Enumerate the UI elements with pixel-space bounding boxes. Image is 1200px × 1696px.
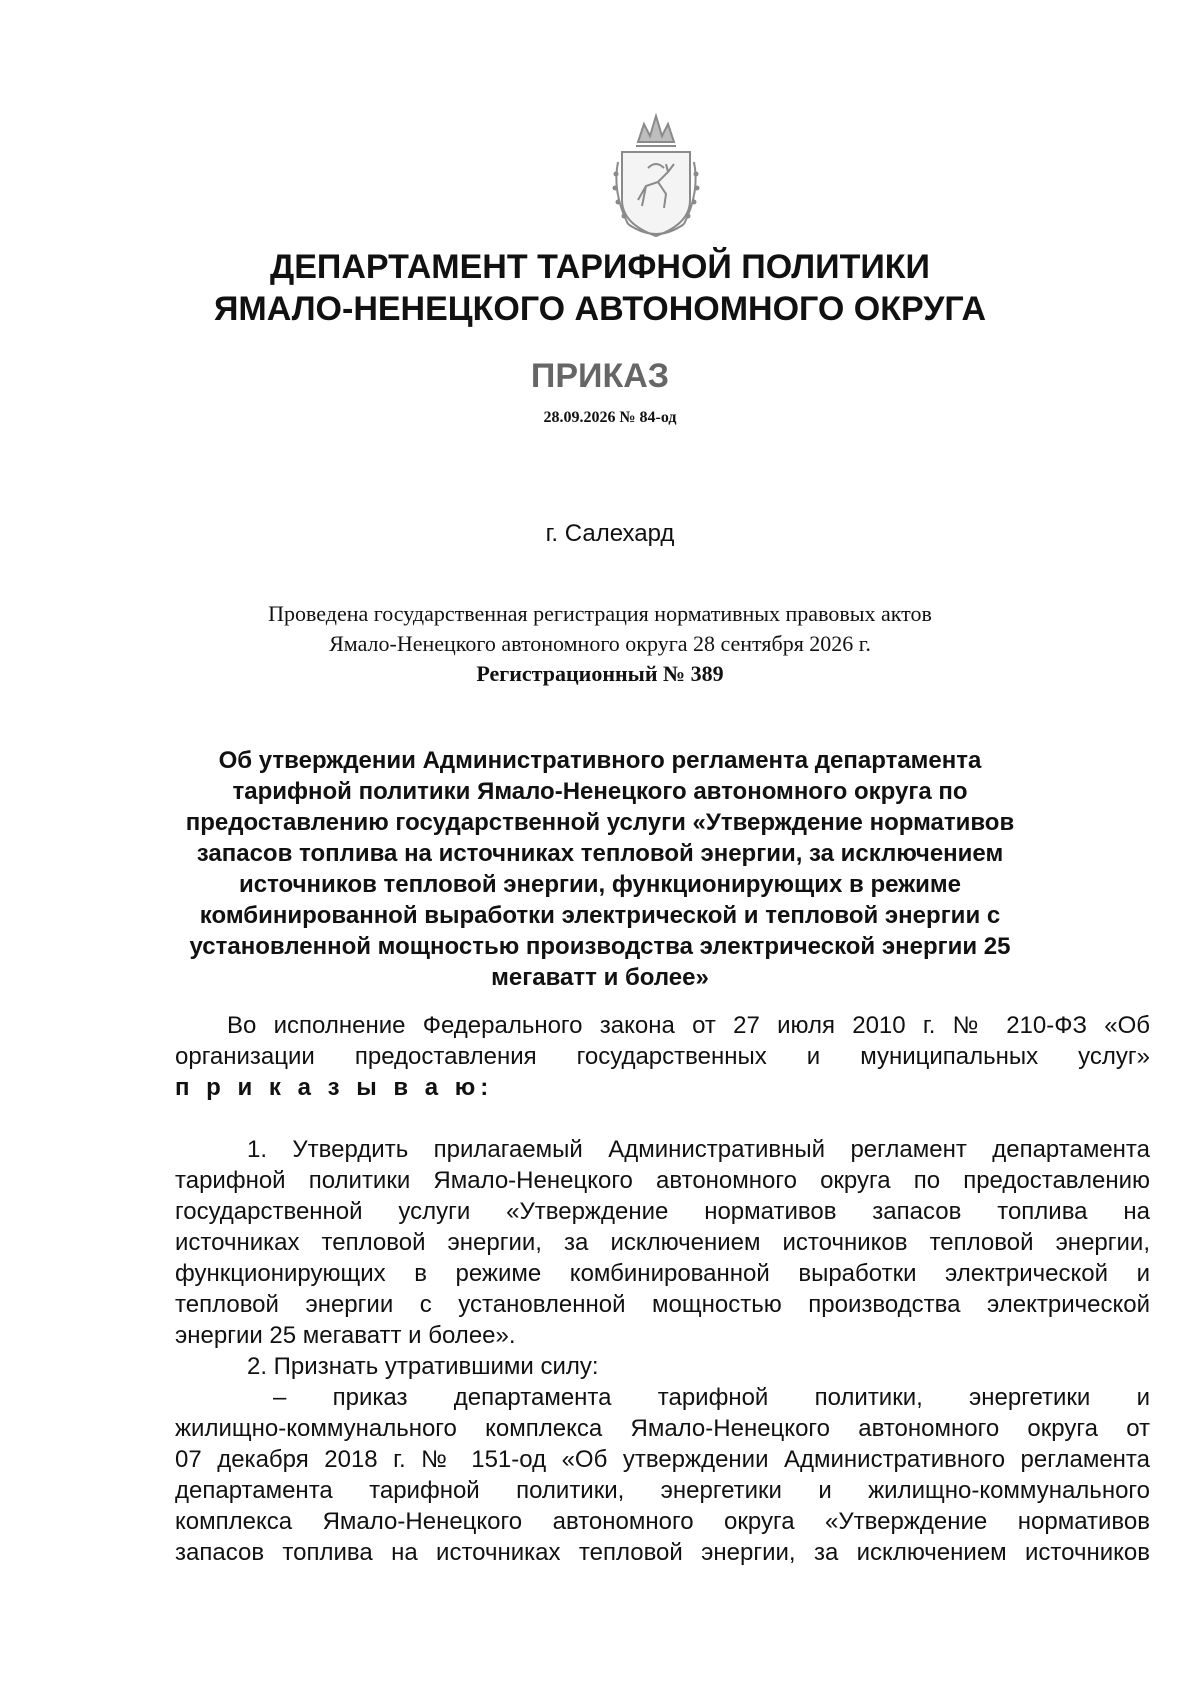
order-title-line: мегаватт и более» (491, 964, 709, 991)
order-title-line: источников тепловой энергии, функционирующих в режиме (238, 871, 961, 898)
department-title-line2: ЯМАЛО-НЕНЕЦКОГО АВТОНОМНОГО ОКРУГА (213, 290, 987, 328)
item1-line: 1. Утвердить прилагаемый Административный регламент департамента (247, 1136, 1150, 1163)
item2-line: 07 декабря 2018 г. № 151-од «Об утверждении Административного регламента (175, 1446, 1150, 1473)
item1-line: тепловой энергии с установленной мощностью производства электрической (175, 1291, 1150, 1318)
registration-line1: Проведена государственная регистрация нормативных правовых актов (268, 601, 932, 626)
document-type: ПРИКАЗ (530, 357, 670, 395)
item1-line: функционирующих в режиме комбинированной выработки электрической и (175, 1260, 1150, 1287)
item1-line: источниках тепловой энергии, за исключением источников тепловой энергии, (175, 1229, 1150, 1256)
item1-line: государственной услуги «Утверждение нормативов запасов топлива на (175, 1198, 1150, 1225)
document-date-number: 28.09.2026 № 84-од (543, 409, 677, 426)
coat-of-arms-icon (608, 112, 704, 244)
item2-line: комплекса Ямало-Ненецкого автономного округа «Утверждение нормативов (175, 1508, 1150, 1535)
item1-line: тарифной политики Ямало-Ненецкого автономного округа по предоставлению (175, 1167, 1150, 1194)
order-word: п р и к а з ы в а ю: (175, 1074, 494, 1101)
order-title-line: комбинированной выработки электрической и тепловой энергии с (199, 902, 1001, 929)
item1-line: энергии 25 мегаватт и более». (175, 1322, 516, 1349)
registration-number: Регистрационный № 389 (476, 661, 724, 686)
registration-line2: Ямало-Ненецкого автономного округа 28 сентября 2026 г. (329, 631, 871, 656)
item2-line: жилищно-коммунального комплекса Ямало-Ненецкого автономного округа от (175, 1415, 1150, 1442)
item2-line: – приказ департамента тарифной политики, энергетики и (273, 1384, 1150, 1411)
item2-heading: 2. Признать утратившими силу: (247, 1353, 599, 1380)
order-title-line: установленной мощностью производства электрической энергии 25 (189, 933, 1011, 960)
item2-line: запасов топлива на источниках тепловой энергии, за исключением источников (175, 1539, 1150, 1566)
order-title-line: тарифной политики Ямало-Ненецкого автономного округа по (232, 778, 968, 805)
department-title-line1: ДЕПАРТАМЕНТ ТАРИФНОЙ ПОЛИТИКИ (270, 248, 930, 286)
order-title (175, 745, 1025, 993)
preamble (175, 1010, 1150, 1103)
order-title-line: предоставлению государственной услуги «Утверждение нормативов (185, 809, 1015, 836)
order-title-line: запасов топлива на источниках тепловой энергии, за исключением (196, 840, 1004, 867)
order-title-line: Об утверждении Административного регламента департамента (218, 747, 982, 774)
item-1 (175, 1134, 1150, 1568)
preamble-line2: организации предоставления государственных и муниципальных услуг» (175, 1043, 1150, 1070)
item2-line: департамента тарифной политики, энергетики и жилищно-коммунального (175, 1477, 1150, 1504)
document-city: г. Салехард (545, 520, 675, 547)
preamble-line1: Во исполнение Федерального закона от 27 июля 2010 г. № 210-ФЗ «Об (227, 1012, 1150, 1039)
